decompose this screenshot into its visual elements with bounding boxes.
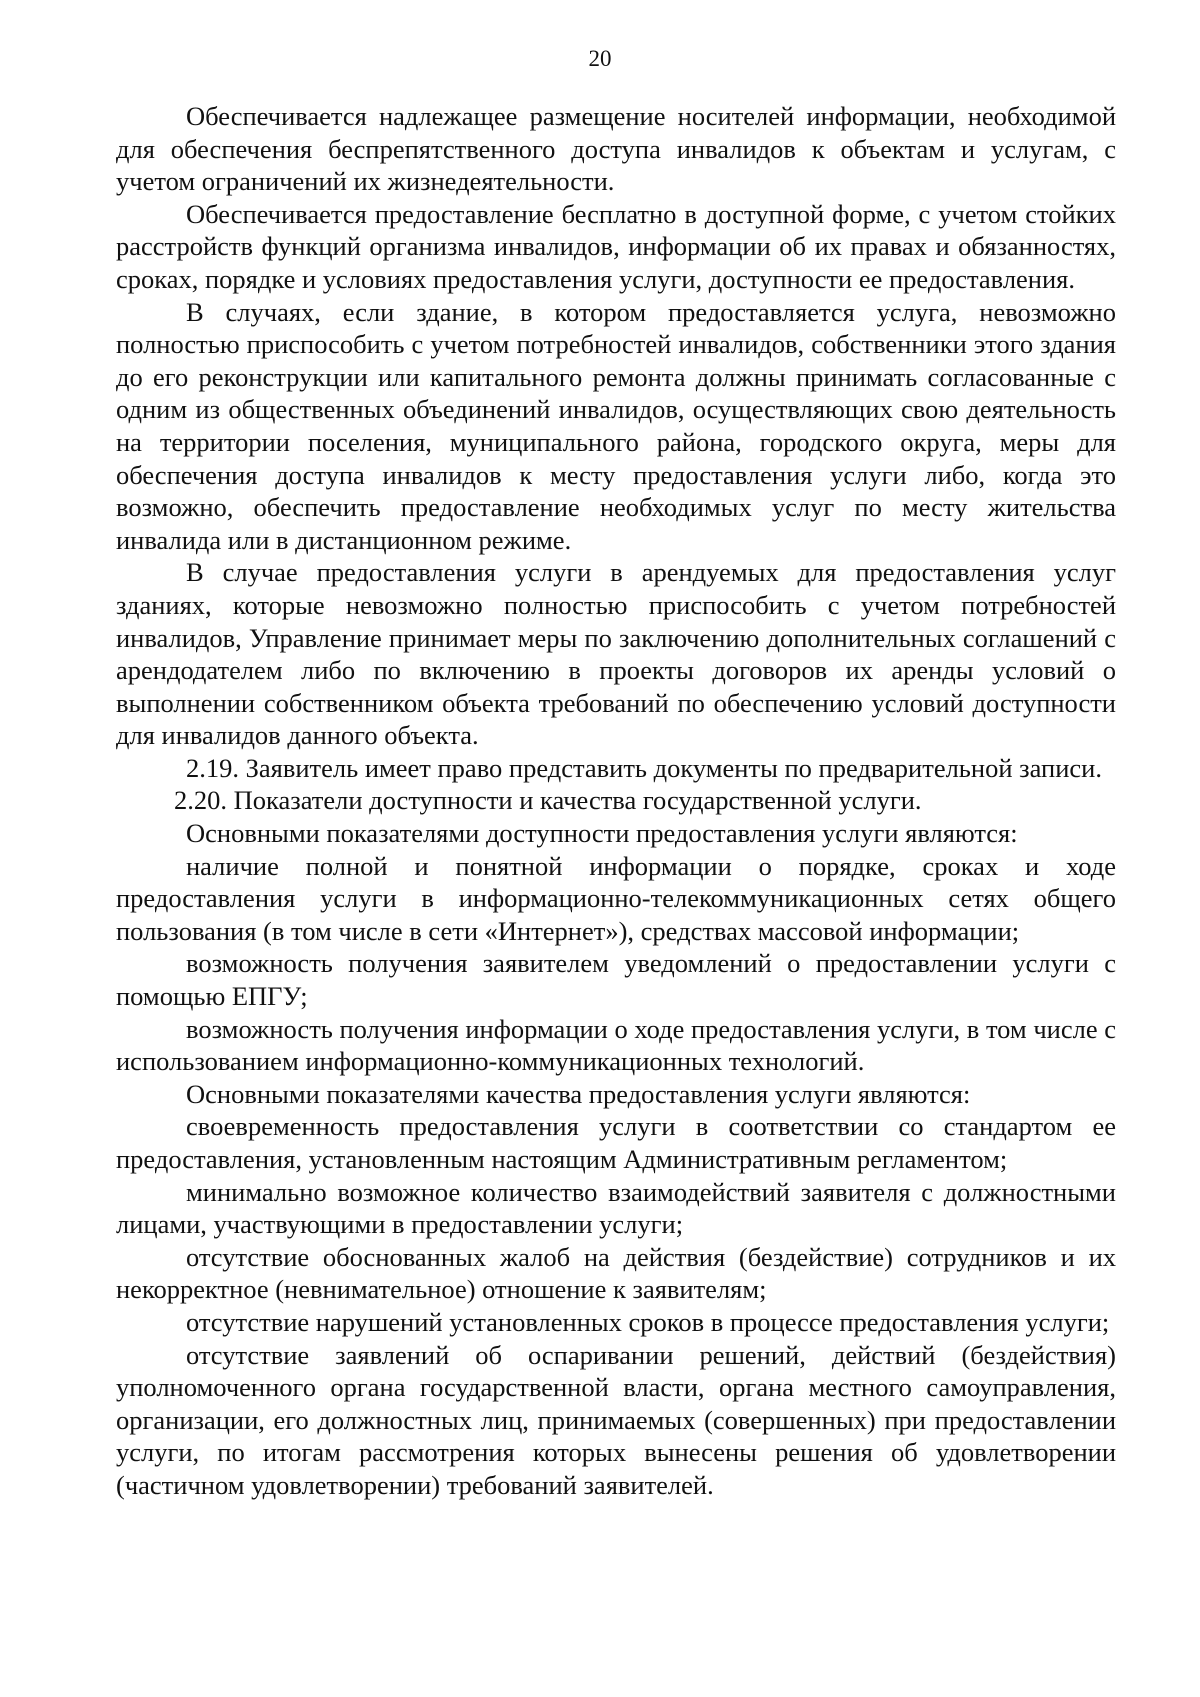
paragraph-building-adaptation: В случаях, если здание, в котором предоставляется услуга, невозможно полностью приспособить с учетом потребностей инвалидов, собственники этого здания до его реконструкции или капитального ремонта должны принимать согласованные с одним из общественных объединений инвалидов, осуществляющих свою деятельность на территории поселения, муниципального района, городского округа, меры для обеспечения доступа инвалидов к месту предоставления услуги либо, когда это возможно, обеспечить предоставление необходимых услуг по месту жительства инвалида или в дистанционном режиме. — [116, 296, 1116, 555]
paragraph-2-19: 2.19. Заявитель имеет право представить документы по предварительной записи. — [186, 752, 1102, 783]
paragraph-no-complaints: отсутствие обоснованных жалоб на действия (бездействие) сотрудников и их некорректное (невнимательное) отношение к заявителям; — [116, 1241, 1116, 1305]
paragraph-notifications-epgu: возможность получения заявителем уведомлений о предоставлении услуги с помощью ЕПГУ; — [116, 948, 1116, 1012]
paragraph-min-interactions: минимально возможное количество взаимодействий заявителя с должностными лицами, участвующими в предоставлении услуги; — [116, 1176, 1116, 1240]
document-body — [116, 100, 1116, 1502]
paragraph-free-info: Обеспечивается предоставление бесплатно в доступной форме, с учетом стойких расстройств функций организма инвалидов, информации об их правах и обязанностях, сроках, порядке и условиях предоставления услуги, доступности ее предоставления. — [116, 198, 1116, 294]
paragraph-no-disputes: отсутствие заявлений об оспаривании решений, действий (бездействия) уполномоченного органа государственной власти, органа местного самоуправления, организации, его должностных лиц, принимаемых (совершенных) при предоставлении услуги, по итогам рассмотрения которых вынесены решения об удовлетворении (частичном удовлетворении) требований заявителей. — [116, 1339, 1116, 1500]
paragraph-info-carriers: Обеспечивается надлежащее размещение носителей информации, необходимой для обеспечения беспрепятственного доступа инвалидов к объектам и услугам, с учетом ограничений их жизнедеятельности. — [116, 101, 1116, 197]
paragraph-no-deadline-violations: отсутствие нарушений установленных сроков в процессе предоставления услуги; — [186, 1306, 1110, 1337]
paragraph-timeliness: своевременность предоставления услуги в соответствии со стандартом ее предоставления, установленным настоящим Административным регламентом; — [116, 1111, 1116, 1174]
paragraph-2-20-heading: 2.20. Показатели доступности и качества государственной услуги. — [174, 785, 922, 816]
paragraph-accessibility-indicators: Основными показателями доступности предоставления услуги являются: — [186, 818, 1018, 849]
paragraph-rented-buildings: В случае предоставления услуги в арендуемых для предоставления услуг зданиях, которые невозможно полностью приспособить с учетом потребностей инвалидов, Управление принимает меры по заключению дополнительных соглашений с арендодателем либо по включению в проекты договоров их аренды условий о выполнении собственником объекта требований по обеспечению условий доступности для инвалидов данного объекта. — [116, 557, 1116, 751]
paragraph-progress-info: возможность получения информации о ходе предоставления услуги, в том числе с использованием информационно-коммуникационных технологий. — [116, 1013, 1116, 1077]
paragraph-info-availability: наличие полной и понятной информации о порядке, сроках и ходе предоставления услуги в информационно-телекоммуникационных сетях общего пользования (в том числе в сети «Интернет»), средствах массовой информации; — [116, 850, 1116, 946]
paragraph-quality-indicators: Основными показателями качества предоставления услуги являются: — [186, 1078, 971, 1109]
page-number: 20 — [588, 46, 612, 71]
